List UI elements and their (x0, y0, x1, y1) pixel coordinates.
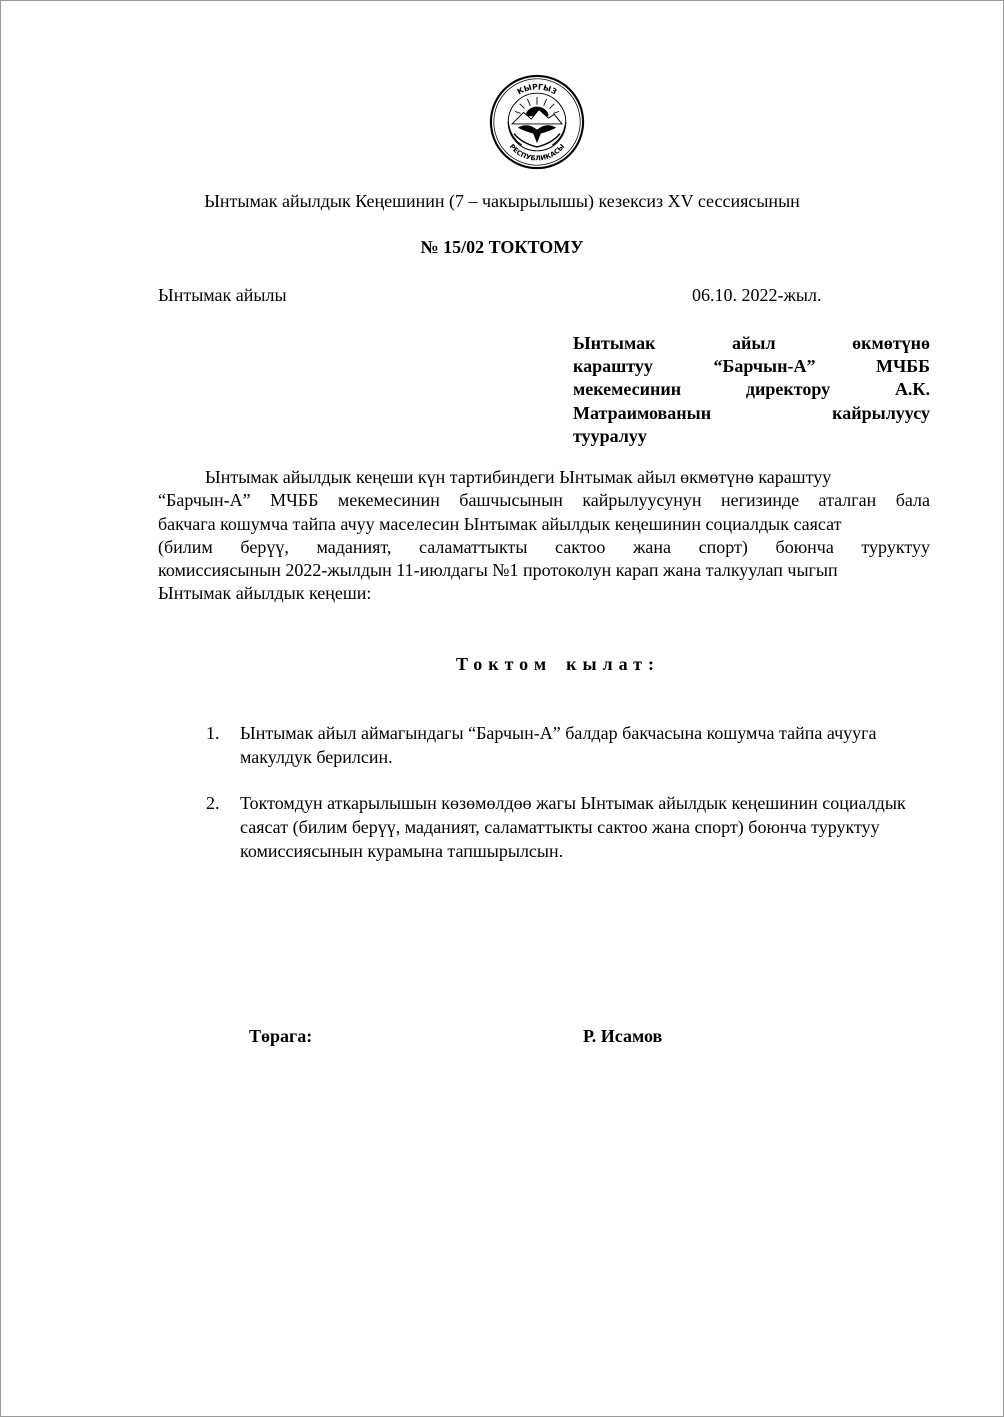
council-session-line: Ынтымак айылдык Кеңешинин (7 – чакырылышы) кезексиз XV сессиясынын (204, 191, 800, 211)
kyrgyz-state-emblem-icon (489, 74, 585, 170)
item-text: Ынтымак айыл аймагындагы “Барчын-А” балдар бакчасына кошумча тайпа ачууга макулдук берилсин. (240, 723, 877, 767)
subject-word: директору (745, 379, 831, 400)
emblem-top-text: КЫРГЫЗ (515, 82, 559, 97)
preamble-word: маданият, (316, 536, 392, 557)
subject-line (573, 378, 930, 401)
decree-heading (456, 654, 660, 675)
item-number: 2. (206, 793, 220, 813)
preamble-paragraph (158, 466, 930, 606)
subject-word: Ынтымак (573, 333, 656, 353)
preamble-word: боюнча (775, 536, 834, 557)
preamble-line (158, 582, 930, 605)
preamble-text: Ынтымак айылдык кеңеши күн тартибиндеги Ынтымак айыл өкмөтүнө караштуу (205, 467, 832, 487)
decree-subject (573, 332, 930, 448)
subject-word: мекемесинин (573, 379, 682, 400)
preamble-word: кайрылуусунун (582, 490, 702, 511)
item-number: 1. (206, 723, 220, 743)
subject-word: “Барчын-А” (713, 356, 816, 377)
list-item (206, 721, 936, 769)
decree-title: № 15/02 ТОКТОМУ (420, 237, 584, 257)
emblem-bottom-text: РЕСПУБЛИКАСЫ (507, 142, 567, 163)
preamble-word: берүү, (240, 536, 289, 557)
preamble-word: саламаттыкты (419, 536, 528, 557)
list-item (206, 791, 936, 863)
place-name: Ынтымак айылы (158, 285, 287, 305)
subject-line (573, 355, 930, 378)
preamble-line (158, 466, 930, 489)
subject-word: өкмөтүнө (852, 333, 930, 353)
svg-text:РЕСПУБЛИКАСЫ (508, 143, 567, 163)
subject-line (573, 425, 930, 448)
subject-word: караштуу (573, 356, 653, 377)
preamble-line (158, 559, 930, 582)
preamble-word: негизинде (720, 490, 800, 511)
subject-word: тууралуу (573, 425, 647, 446)
subject-word: Матраимованын (573, 402, 712, 423)
item-text: Токтомдун аткарылышын көзөмөлдөө жагы Ынтымак айылдык кеңешинин социалдык саясат (билим берүү, маданият, саламаттыкты сактоо жана спорт) боюнча туруктуу комиссиясынын курамына тапшырылсын. (240, 793, 906, 861)
decree-word-1: Токтом (456, 654, 553, 674)
preamble-text: комиссиясынын 2022-жылдын 11-июлдагы №1 протоколун карап жана талкуулап чыгып (158, 560, 838, 581)
preamble-word: туруктуу (861, 536, 930, 557)
preamble-word: мекемесинин (337, 490, 440, 511)
signature-title: Төрага: (249, 1026, 313, 1046)
subject-line (573, 332, 930, 355)
preamble-word: МЧББ (270, 490, 319, 511)
decree-items (206, 721, 936, 863)
subject-word: А.К. (894, 379, 930, 400)
svg-text:КЫРГЫЗ (516, 82, 559, 96)
preamble-word: башчысынын (459, 490, 563, 511)
preamble-word: сактоо (555, 536, 606, 557)
subject-line (573, 402, 930, 425)
preamble-line (158, 536, 930, 559)
preamble-text: Ынтымак айылдык кеңеши: (158, 583, 372, 604)
preamble-line (158, 513, 930, 536)
preamble-word: спорт) (698, 536, 748, 557)
preamble-word: жана (633, 536, 672, 557)
document-date: 06.10. 2022-жыл. (692, 285, 822, 305)
preamble-word: (билим (158, 536, 213, 557)
preamble-text: бакчага кошумча тайпа ачуу маселесин Ынтымак айылдык кеңешинин социалдык саясат (158, 513, 842, 534)
subject-word: МЧББ (876, 356, 930, 377)
subject-word: кайрылуусу (832, 402, 930, 423)
subject-word: айыл (732, 333, 776, 353)
preamble-line (158, 489, 930, 512)
decree-word-2: кылат: (566, 654, 660, 674)
preamble-word: бала (895, 490, 930, 511)
signature-name: Р. Исамов (583, 1026, 663, 1046)
preamble-word: “Барчын-А” (158, 490, 251, 511)
preamble-word: аталган (818, 490, 877, 511)
